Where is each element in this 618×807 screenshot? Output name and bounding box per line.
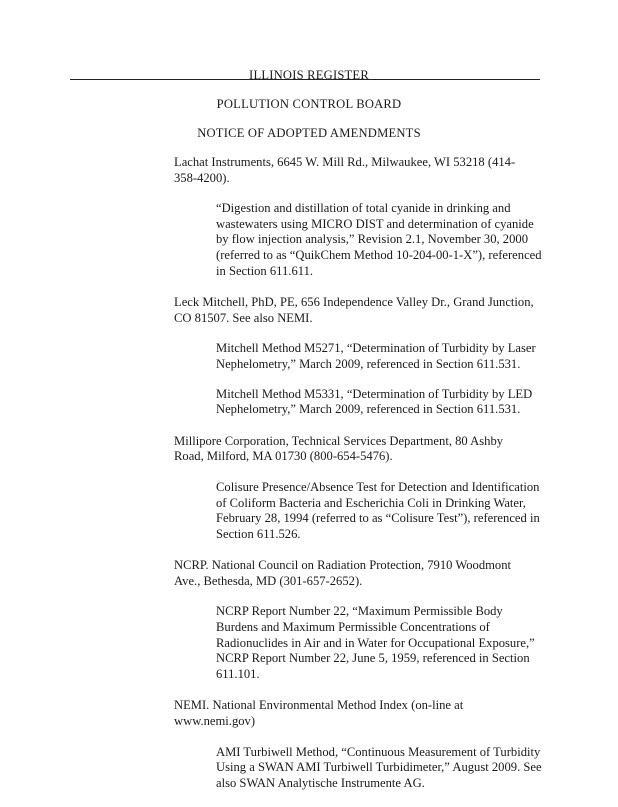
reference-list: [0, 155, 618, 807]
reference-entry: Colisure Presence/Absence Test for Detection and Identification of Coliform Bacteria and Escherichia Coli in Drinking Water, February 28, 1994 (referred to as “Colisure Test”), referenced in Section 611.526.: [216, 479, 540, 541]
org-entry: Leck Mitchell, PhD, PE, 656 Independence Valley Dr., Grand Junction, CO 81507. See also NEMI.: [174, 295, 534, 325]
org-entry: NEMI. National Environmental Method Index (on-line at www.nemi.gov): [174, 698, 464, 729]
notice-title: NOTICE OF ADOPTED AMENDMENTS: [197, 126, 421, 140]
org-entry: NCRP. National Council on Radiation Protection, 7910 Woodmont Ave., Bethesda, MD (301-657-2652).: [174, 558, 512, 588]
header-rule: [70, 79, 540, 80]
reference-entry: Mitchell Method M5271, “Determination of Turbidity by Laser Nephelometry,” March 2009, referenced in Section 611.531.: [216, 341, 536, 371]
reference-entry: “Digestion and distillation of total cyanide in drinking and wastewaters using MICRO DIST and determination of cyanide by flow injection analysis,” Revision 2.1, November 30, 2000 (referred to as “QuikChem Method 10-204-00-1-X”), referenced in Section 611.611.: [216, 201, 542, 278]
register-title: ILLINOIS REGISTER: [249, 68, 369, 82]
board-name: POLLUTION CONTROL BOARD: [216, 97, 402, 111]
org-entry: Millipore Corporation, Technical Services Department, 80 Ashby Road, Milford, MA 01730 (800-654-5476).: [174, 433, 504, 464]
reference-entry: NCRP Report Number 22, “Maximum Permissible Body Burdens and Maximum Permissible Concentrations of Radionuclides in Air and in Water for Occupational Exposure,” NCRP Report Number 22, June 5, 1959, referenced in Section 611.101.: [216, 604, 535, 681]
org-entry: Lachat Instruments, 6645 W. Mill Rd., Milwaukee, WI 53218 (414-358-4200).: [174, 155, 516, 185]
reference-entry: AMI Turbiwell Method, “Continuous Measurement of Turbidity Using a SWAN AMI Turbiwell Turbidimeter,” August 2009. See also SWAN Analytische Instrumente AG.: [216, 744, 542, 790]
reference-entry: Mitchell Method M5331, “Determination of Turbidity by LED Nephelometry,” March 2009, referenced in Section 611.531.: [216, 386, 533, 417]
